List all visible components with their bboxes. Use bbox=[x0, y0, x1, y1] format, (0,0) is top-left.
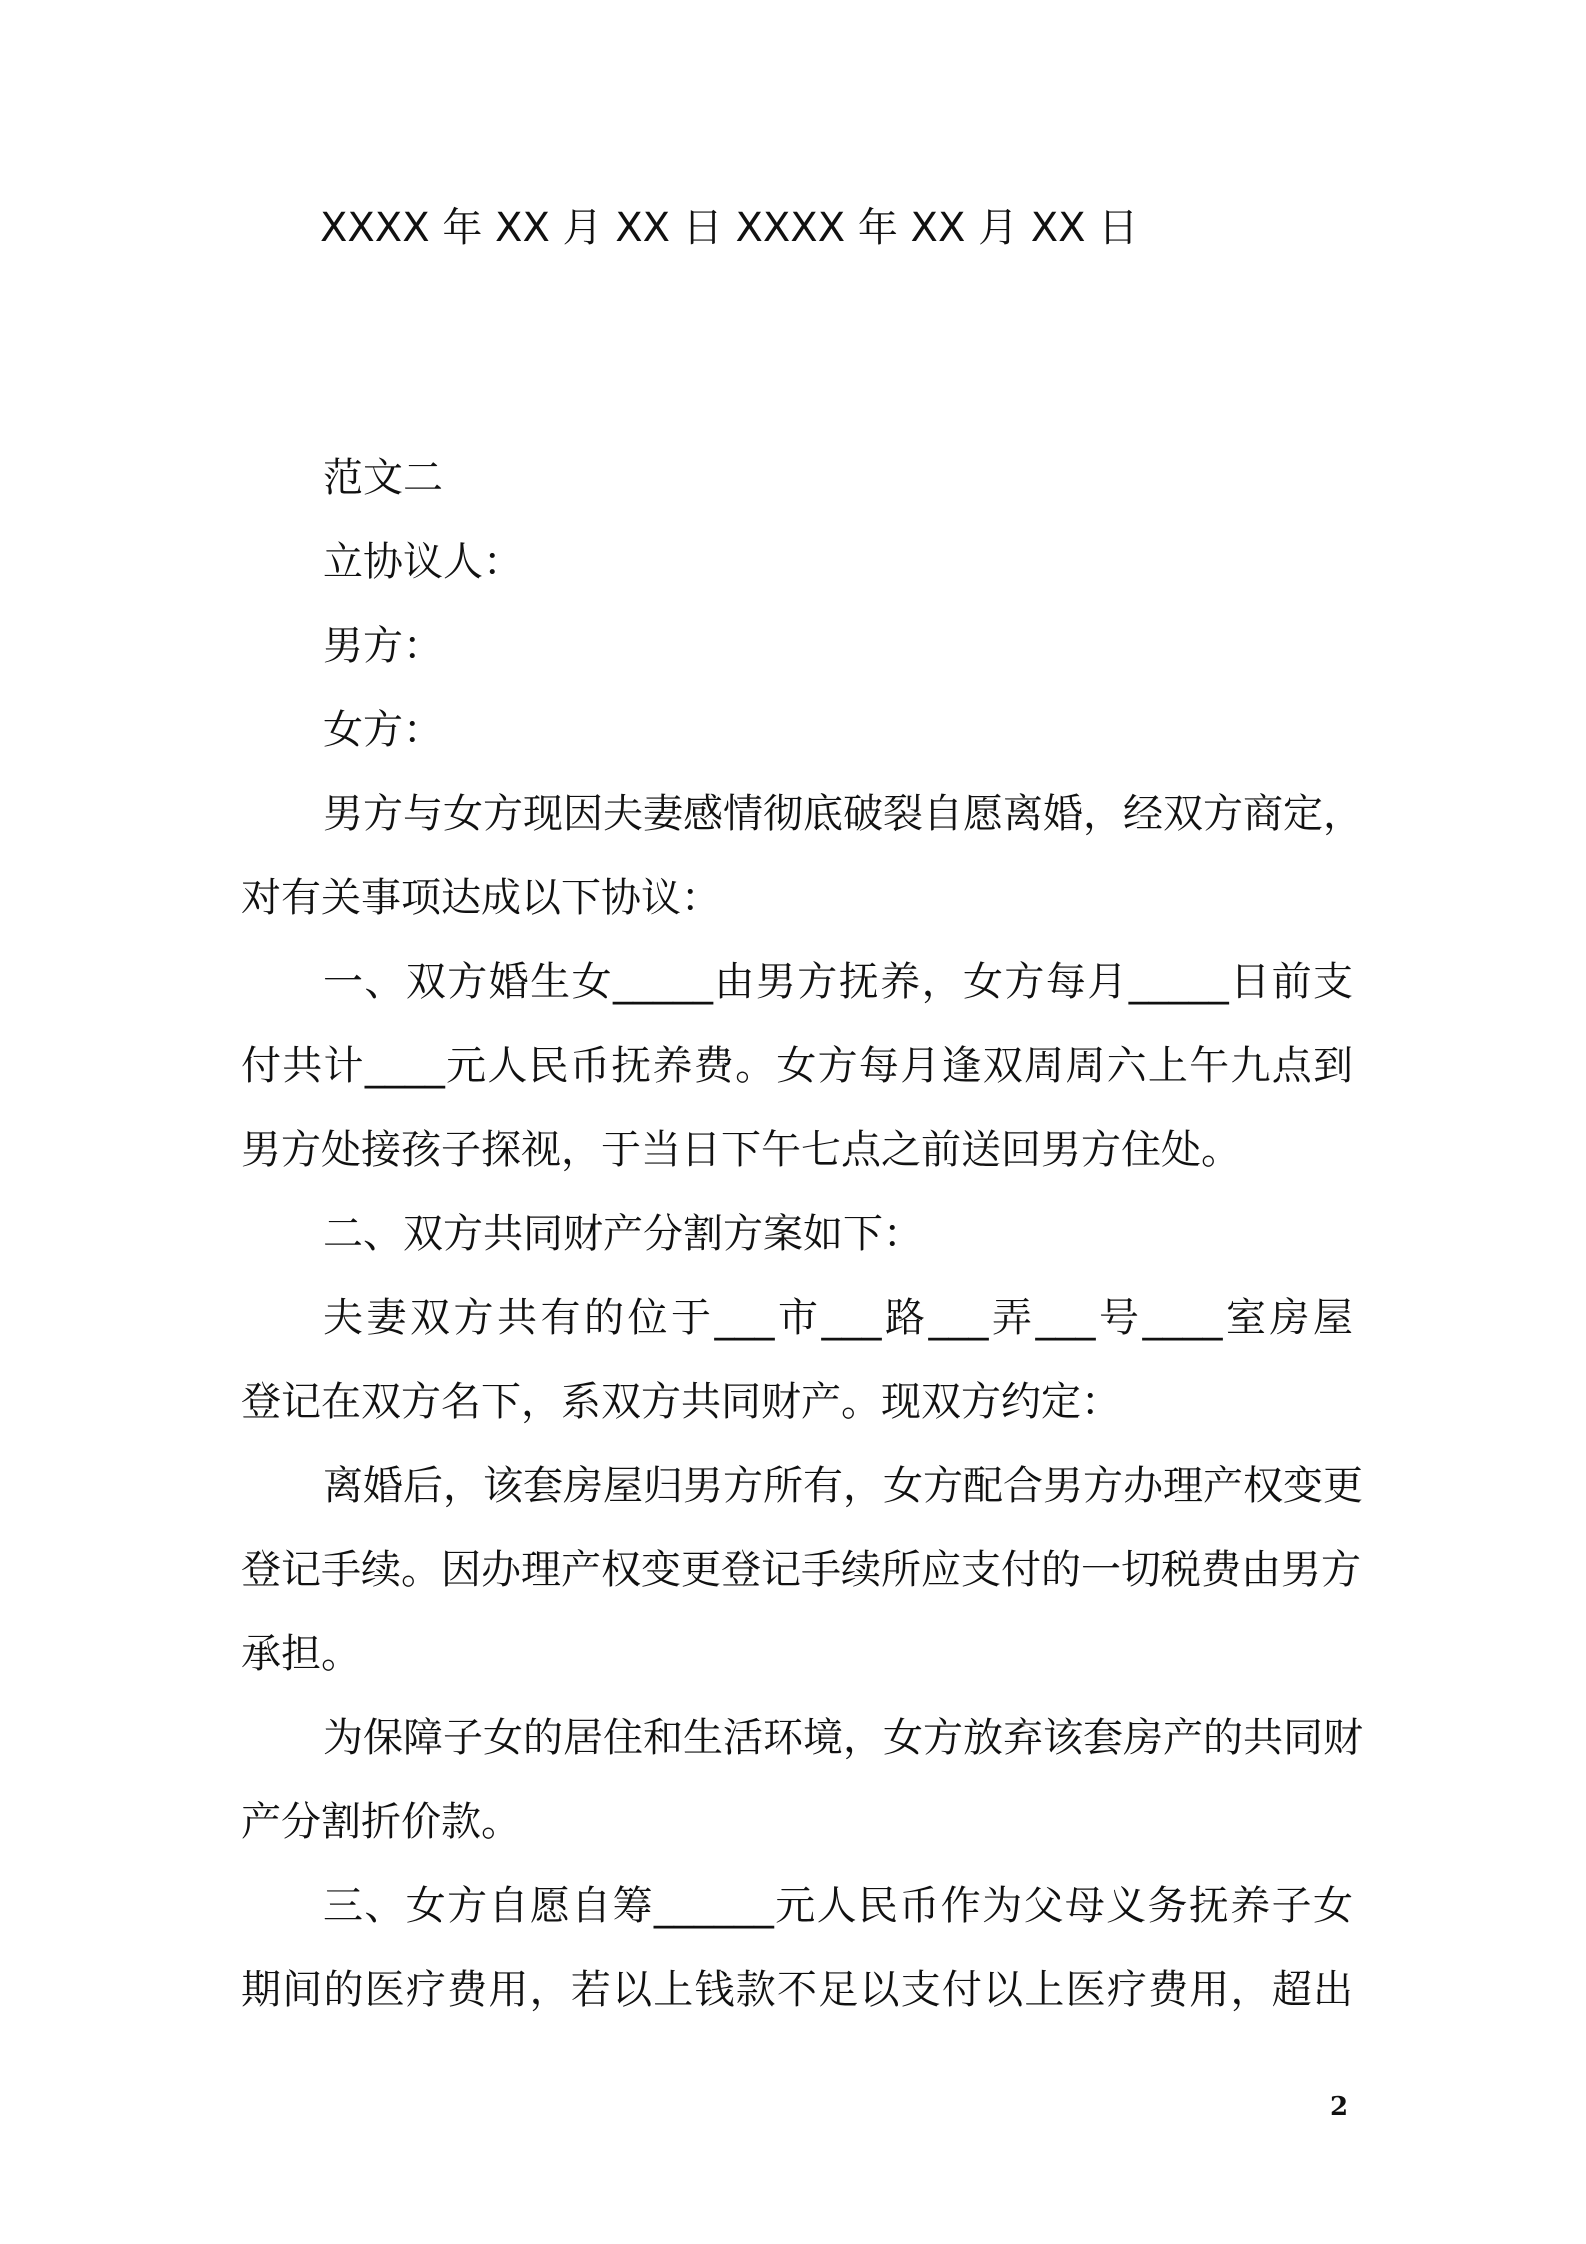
clause-three-line-2: 期间的医疗费用，若以上钱款不足以支付以上医疗费用，超出 bbox=[241, 1967, 1353, 2013]
party-heading: 立协议人： bbox=[323, 539, 523, 585]
clause-two-waiver-line-1: 为保障子女的居住和生活环境，女方放弃该套房产的共同财 bbox=[323, 1715, 1363, 1761]
clause-two-transfer-line-3: 承担。 bbox=[241, 1631, 361, 1677]
female-party-label: 女方： bbox=[323, 707, 443, 753]
section-title: 范文二 bbox=[323, 455, 443, 501]
clause-two-transfer-line-1: 离婚后，该套房屋归男方所有，女方配合男方办理产权变更 bbox=[323, 1463, 1363, 1509]
intro-line-1: 男方与女方现因夫妻感情彻底破裂自愿离婚，经双方商定， bbox=[323, 791, 1363, 837]
clause-two-title: 二、双方共同财产分割方案如下： bbox=[323, 1211, 923, 1257]
page-number: 2 bbox=[1330, 2092, 1349, 2122]
clause-two-waiver-line-2: 产分割折价款。 bbox=[241, 1799, 521, 1845]
intro-line-2: 对有关事项达成以下协议： bbox=[241, 875, 721, 921]
clause-two-property-line-1: 夫妻双方共有的位于___市___路___弄___号____室房屋 bbox=[323, 1295, 1353, 1341]
clause-two-transfer-line-2: 登记手续。因办理产权变更登记手续所应支付的一切税费由男方 bbox=[241, 1547, 1361, 1593]
clause-one-line-1: 一、双方婚生女_____由男方抚养，女方每月_____日前支 bbox=[323, 959, 1353, 1005]
clause-one-line-3: 男方处接孩子探视，于当日下午七点之前送回男方住处。 bbox=[241, 1127, 1241, 1173]
male-party-label: 男方： bbox=[323, 623, 443, 669]
date-line: XXXX 年 XX 月 XX 日 XXXX 年 XX 月 XX 日 bbox=[320, 205, 1139, 251]
clause-three-line-1: 三、女方自愿自筹______元人民币作为父母义务抚养子女 bbox=[323, 1883, 1353, 1929]
clause-one-line-2: 付共计____元人民币抚养费。女方每月逢双周周六上午九点到 bbox=[241, 1043, 1353, 1089]
clause-two-property-line-2: 登记在双方名下，系双方共同财产。现双方约定： bbox=[241, 1379, 1121, 1425]
